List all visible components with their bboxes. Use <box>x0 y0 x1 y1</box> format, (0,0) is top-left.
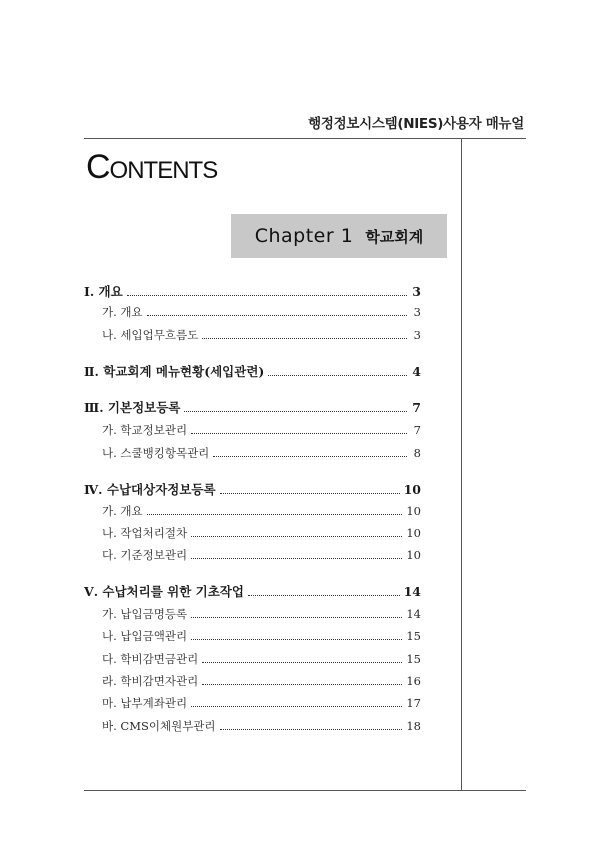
chapter-banner <box>231 214 447 258</box>
toc-entry-page: 16 <box>406 674 421 688</box>
toc-entry-page: 3 <box>413 305 421 319</box>
toc-entry[interactable] <box>102 420 421 440</box>
dot-leader <box>202 661 402 663</box>
dot-leader <box>268 374 407 376</box>
toc-entry[interactable] <box>102 523 421 543</box>
dot-leader <box>127 294 407 296</box>
dot-leader <box>220 728 403 730</box>
toc-entry[interactable] <box>84 582 421 602</box>
toc-entry-title: 나. 스쿨뱅킹항목관리 <box>102 446 210 460</box>
toc-entry-page: 10 <box>406 504 421 518</box>
toc-entry-title: 가. 개요 <box>102 305 143 319</box>
dot-leader <box>202 683 402 685</box>
toc-entry-title: Ⅳ. 수납대상자정보등록 <box>84 482 216 497</box>
toc-entry[interactable] <box>102 325 421 345</box>
dot-leader <box>147 513 403 515</box>
toc-entry-page: 8 <box>413 446 421 460</box>
toc-entry-page: 10 <box>406 526 421 540</box>
toc-entry-title: Ⅱ. 학교회계 메뉴현황(세입관련) <box>84 364 265 379</box>
toc-entry-title: 마. 납부계좌관리 <box>102 696 188 710</box>
toc-entry-page: 18 <box>406 719 421 733</box>
toc-entry-title: 나. 납입금액관리 <box>102 629 188 643</box>
toc-entry-title: 바. CMS이체원부관리 <box>102 719 216 733</box>
toc-entry-title: 가. 납입금명등록 <box>102 607 188 621</box>
toc-entry-page: 7 <box>413 423 421 437</box>
toc-entry-page: 15 <box>406 629 421 643</box>
toc-entry-page: 10 <box>406 548 421 562</box>
dot-leader <box>184 410 407 412</box>
contents-title: Contents <box>86 148 218 186</box>
dot-leader <box>191 535 402 537</box>
toc-entry-title: 다. 기준정보관리 <box>102 548 188 562</box>
toc-entry[interactable] <box>102 671 421 691</box>
dot-leader <box>202 337 407 339</box>
chapter-label: Chapter 1 <box>254 225 354 247</box>
toc-entry[interactable] <box>102 716 421 736</box>
footer-rule <box>84 790 526 791</box>
toc-entry-title: Ⅰ. 개요 <box>84 284 123 299</box>
toc-entry[interactable] <box>102 604 421 624</box>
dot-leader <box>191 557 402 559</box>
dot-leader <box>220 492 400 494</box>
document-header-title: 행정정보시스템(NIES)사용자 매뉴얼 <box>308 116 524 132</box>
toc-entry-title: 가. 학교정보관리 <box>102 423 188 437</box>
toc-entry-page: 14 <box>406 607 421 621</box>
toc-entry[interactable] <box>102 693 421 713</box>
toc-entry-page: 15 <box>406 652 421 666</box>
toc-entry-title: Ⅴ. 수납처리를 위한 기초작업 <box>84 584 244 599</box>
toc-entry[interactable] <box>102 443 421 463</box>
toc-entry-title: Ⅲ. 기본정보등록 <box>84 400 181 415</box>
header-rule <box>84 138 526 139</box>
toc-entry[interactable] <box>84 282 421 302</box>
toc-entry[interactable] <box>102 302 421 322</box>
chapter-name: 학교회계 <box>365 227 424 246</box>
toc-entry-page: 3 <box>412 284 421 299</box>
margin-rule <box>461 139 462 790</box>
toc-entry[interactable] <box>84 362 421 382</box>
toc-entry[interactable] <box>102 501 421 521</box>
toc-entry[interactable] <box>84 480 421 500</box>
toc-entry-title: 다. 학비감면금관리 <box>102 652 199 666</box>
dot-leader <box>191 638 402 640</box>
toc-entry-page: 14 <box>403 584 421 599</box>
dot-leader <box>191 705 402 707</box>
dot-leader <box>147 314 407 316</box>
toc-entry-page: 3 <box>413 328 421 342</box>
toc-entry-title: 가. 개요 <box>102 504 143 518</box>
toc-entry-page: 4 <box>412 364 421 379</box>
toc-entry-page: 7 <box>412 400 421 415</box>
toc-entry[interactable] <box>102 649 421 669</box>
toc-entry-title: 나. 작업처리절차 <box>102 526 188 540</box>
dot-leader <box>213 455 407 457</box>
toc-entry[interactable] <box>102 545 421 565</box>
toc-entry-page: 17 <box>406 696 421 710</box>
dot-leader <box>191 432 407 434</box>
dot-leader <box>248 594 400 596</box>
toc-entry-page: 10 <box>403 482 421 497</box>
toc-entry[interactable] <box>102 626 421 646</box>
dot-leader <box>191 616 402 618</box>
toc-entry-title: 나. 세입업무흐름도 <box>102 328 199 342</box>
toc-entry-title: 라. 학비감면자관리 <box>102 674 199 688</box>
toc-entry[interactable] <box>84 398 421 418</box>
